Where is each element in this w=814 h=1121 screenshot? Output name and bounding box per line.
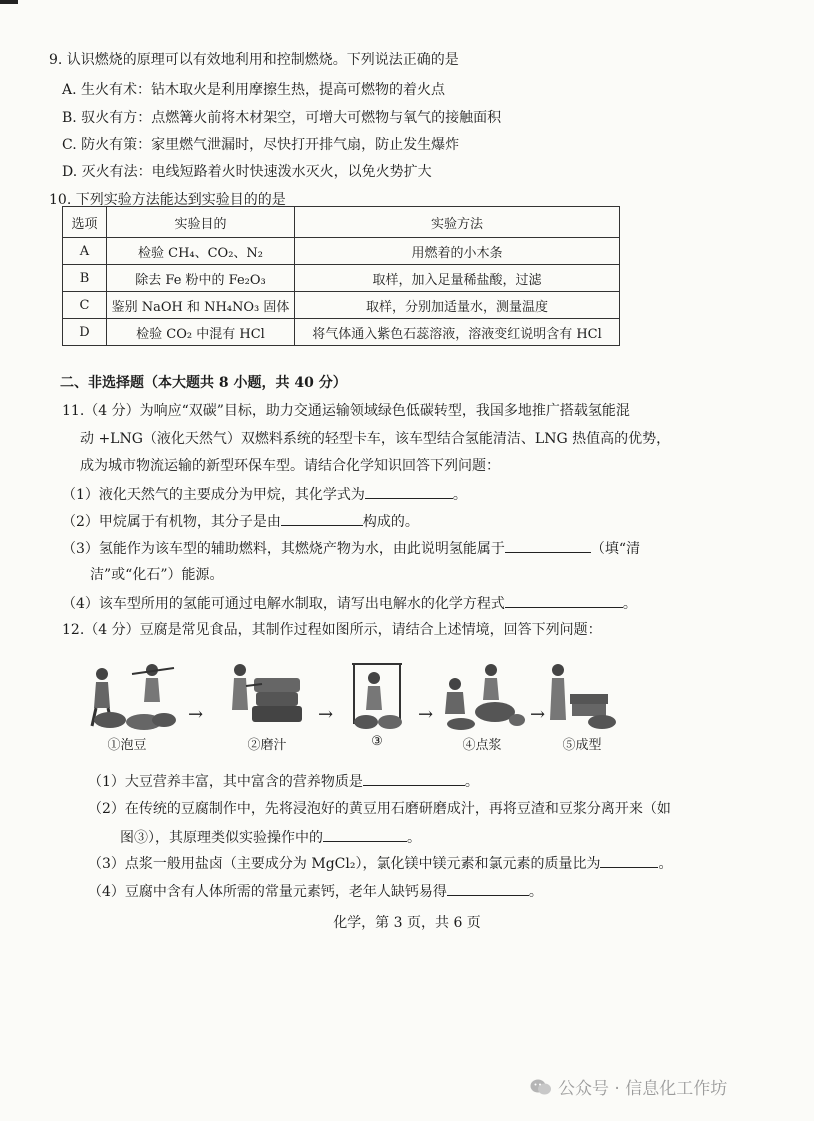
table-cell: 取样，分别加适量水，测量温度 (295, 292, 620, 319)
q11-part-1: （1）液化天然气的主要成分为甲烷，其化学式为 。 (62, 484, 467, 505)
table-cell: D (63, 319, 107, 346)
q12-stem: 12.（4 分）豆腐是常见食品，其制作过程如图所示，请结合上述情境，回答下列问题： (62, 622, 602, 638)
step-label: ②磨汁 (247, 738, 287, 753)
answer-blank[interactable] (365, 484, 453, 499)
q9-stem: 9. 认识燃烧的原理可以有效地利用和控制燃烧。下列说法正确的是 (49, 52, 459, 68)
table-cell: C (63, 292, 107, 319)
q11-part-4: （4）该车型所用的氢能可通过电解水制取，请写出电解水的化学方程式 。 (62, 593, 637, 614)
answer-blank[interactable] (505, 593, 623, 608)
step-label: ①泡豆 (107, 738, 147, 753)
table-header: 实验目的 (107, 207, 295, 238)
arrow-right-icon: → (530, 704, 546, 725)
table-cell: 将气体通入紫色石蕊溶液，溶液变红说明含有 HCl (295, 319, 620, 346)
answer-blank[interactable] (323, 827, 407, 842)
q10-stem: 10. 下列实验方法能达到实验目的的是 (49, 192, 286, 208)
process-step (542, 660, 622, 753)
q12-part-2: （2）在传统的豆腐制作中，先将浸泡好的黄豆用石磨研磨成汁，再将豆渣和豆浆分离开来（如 (88, 801, 671, 817)
arrow-right-icon: → (188, 704, 204, 725)
answer-blank[interactable] (281, 511, 363, 526)
table-header: 选项 (63, 207, 107, 238)
table-cell: 鉴别 NaOH 和 NH₄NO₃ 固体 (107, 292, 295, 319)
q12-part-3: （3）点浆一般用盐卤（主要成分为 MgCl₂），氯化镁中镁元素和氯元素的质量比为 。 (88, 853, 672, 874)
arrow-right-icon: → (318, 704, 334, 725)
table-header-row (63, 207, 620, 238)
process-step (222, 660, 312, 753)
table-row (63, 292, 620, 319)
table-cell: 除去 Fe 粉中的 Fe₂O₃ (107, 265, 295, 292)
answer-blank[interactable] (447, 881, 529, 896)
page-footer: 化学，第 3 页，共 6 页 (333, 915, 481, 931)
wechat-logo-icon (530, 1078, 552, 1101)
q9-option-b: B. 驭火有方：点燃篝火前将木材架空，可增大可燃物与氧气的接触面积 (62, 110, 502, 126)
section-heading: 二、非选择题（本大题共 8 小题，共 40 分） (60, 375, 347, 391)
step-label: ⑤成型 (562, 738, 602, 753)
q12-part-4: （4）豆腐中含有人体所需的常量元素钙，老年人缺钙易得 。 (88, 881, 543, 902)
q11-part-2: （2）甲烷属于有机物，其分子是由 构成的。 (62, 511, 419, 532)
table-row (63, 265, 620, 292)
q11-stem-line: 11.（4 分）为响应“双碳”目标，助力交通运输领域绿色低碳转型，我国多地推广搭载氢能混 (62, 403, 630, 419)
step-label: ③ (371, 734, 383, 749)
q11-part-3-cont: 洁”或“化石”）能源。 (90, 567, 224, 583)
table-cell: A (63, 238, 107, 265)
process-step (342, 660, 412, 749)
answer-blank[interactable] (600, 853, 658, 868)
press-tofu-icon (544, 660, 620, 732)
q11-stem-line: 动 +LNG（液化天然气）双燃料系统的轻型卡车，该车型结合氢能清洁、LNG 热值高的优势， (80, 431, 671, 447)
q11-part-3: （3）氢能作为该车型的辅助燃料，其燃烧产物为水，由此说明氢能属于 （填“清 (62, 538, 640, 559)
grind-mill-icon (224, 660, 310, 732)
filter-icon (344, 660, 410, 732)
q9-option-a: A. 生火有术：钻木取火是利用摩擦生热，提高可燃物的着火点 (62, 82, 446, 98)
arrow-right-icon: → (418, 704, 434, 725)
process-step (437, 660, 527, 753)
q11-stem-line: 成为城市物流运输的新型环保车型。请结合化学知识回答下列问题： (80, 458, 500, 474)
answer-blank[interactable] (363, 771, 465, 786)
table-cell: B (63, 265, 107, 292)
tofu-process-figure (72, 660, 632, 770)
soak-beans-icon (74, 660, 180, 732)
q9-option-d: D. 灭火有法：电线短路着火时快速泼水灭火，以免火势扩大 (62, 164, 432, 180)
table-header: 实验方法 (295, 207, 620, 238)
table-cell: 用燃着的小木条 (295, 238, 620, 265)
watermark (530, 1074, 727, 1101)
answer-blank[interactable] (505, 538, 591, 553)
table-row (63, 319, 620, 346)
process-step (72, 660, 182, 753)
table-cell: 取样，加入足量稀盐酸，过滤 (295, 265, 620, 292)
step-label: ④点浆 (462, 738, 502, 753)
q12-part-2-cont: 图③），其原理类似实验操作中的 。 (120, 827, 421, 848)
experiment-table (62, 206, 620, 346)
coagulate-icon (439, 660, 525, 732)
q12-part-1: （1）大豆营养丰富，其中富含的营养物质是 。 (88, 771, 479, 792)
table-row (63, 238, 620, 265)
table-cell: 检验 CO₂ 中混有 HCl (107, 319, 295, 346)
q9-option-c: C. 防火有策：家里燃气泄漏时，尽快打开排气扇，防止发生爆炸 (62, 137, 460, 153)
corner-mark (0, 0, 18, 4)
table-cell: 检验 CH₄、CO₂、N₂ (107, 238, 295, 265)
watermark-text: 公众号 · 信息化工作坊 (558, 1079, 728, 1099)
